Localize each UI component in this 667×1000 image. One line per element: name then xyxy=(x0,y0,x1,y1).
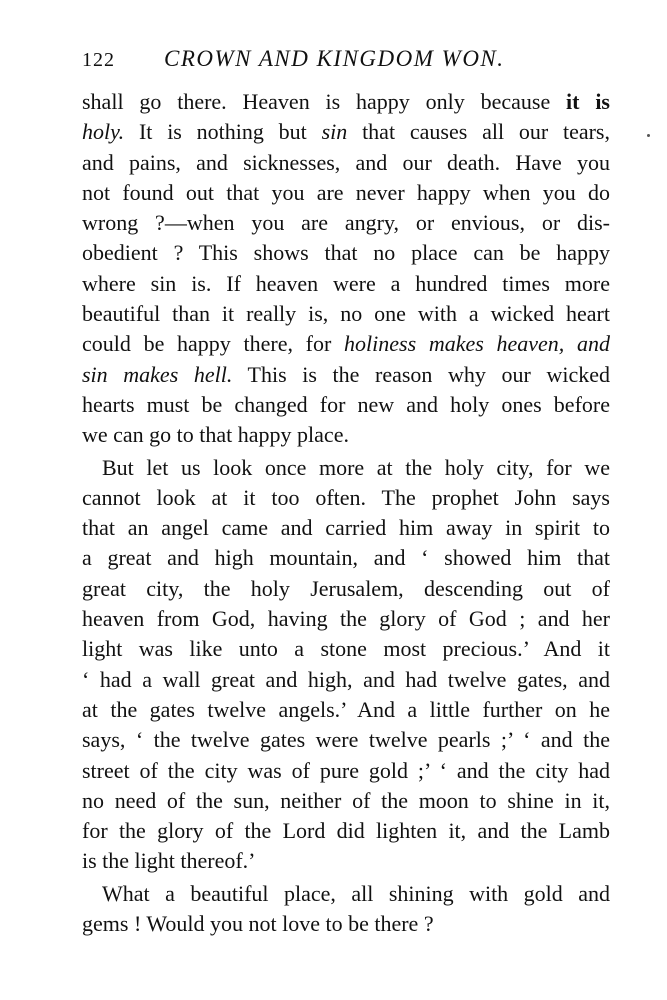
text-line xyxy=(82,178,610,208)
text-line xyxy=(82,360,610,390)
text-run: that an angel came and carried him away in spirit to xyxy=(82,515,610,541)
text-line xyxy=(82,574,610,604)
text-line xyxy=(82,816,610,846)
text-run: wrong ?—when you are angry, or envious, or dis- xyxy=(82,210,610,236)
text-line xyxy=(82,665,610,695)
text-run: cannot look at it too often. The prophet John says xyxy=(82,484,610,510)
text-run: light was like unto a stone most precious.’ And it xyxy=(82,636,610,662)
text-line xyxy=(82,786,610,816)
text-line xyxy=(82,238,610,268)
text-line xyxy=(82,846,610,876)
text-line xyxy=(82,420,610,450)
text-run: gems ! Would you not love to be there ? xyxy=(82,911,434,937)
text-run: But let us look once more at the holy city, for we xyxy=(102,454,610,480)
italic-text-run: sin makes hell. xyxy=(82,361,233,387)
text-run: What a beautiful place, all shining with gold and xyxy=(102,880,610,906)
text-line xyxy=(82,117,610,147)
bold-text-run: it is xyxy=(566,89,610,114)
text-line xyxy=(82,483,610,513)
page-number: 122 xyxy=(82,49,115,71)
text-run: a great and high mountain, and ‘ showed him that xyxy=(82,545,610,571)
text-run: could be happy there, for xyxy=(82,331,345,357)
text-run: that causes all our tears, xyxy=(347,119,610,145)
running-title: CROWN AND KINGDOM WON. xyxy=(164,46,505,71)
text-run: is the light thereof.’ xyxy=(82,848,256,874)
text-line xyxy=(82,87,610,117)
text-line xyxy=(82,909,610,939)
text-line xyxy=(82,269,610,299)
text-line xyxy=(82,390,610,420)
text-line xyxy=(82,513,610,543)
text-line xyxy=(82,725,610,755)
text-line xyxy=(82,208,610,238)
text-run: It is nothing but xyxy=(124,119,322,145)
italic-text-run: holiness makes heaven, and xyxy=(344,331,610,357)
text-run: heaven from God, having the glory of God ; and her xyxy=(82,606,610,632)
text-run: hearts must be changed for new and holy ones before xyxy=(82,391,610,417)
text-line xyxy=(82,634,610,664)
body-text xyxy=(82,87,610,939)
text-line xyxy=(82,756,610,786)
text-run: This is the reason why our wicked xyxy=(232,361,610,387)
text-run: shall go there. Heaven is happy only because xyxy=(82,89,567,114)
text-line xyxy=(82,299,610,329)
page-header xyxy=(82,46,612,76)
text-line xyxy=(82,604,610,634)
text-line xyxy=(82,879,610,909)
text-run: where sin is. If heaven were a hundred times more xyxy=(82,270,610,296)
italic-text-run: holy. xyxy=(82,119,125,145)
text-run: we can go to that happy place. xyxy=(82,422,349,448)
text-run: beautiful than it really is, no one with a wicked heart xyxy=(82,301,610,327)
text-run: at the gates twelve angels.’ And a little further on he xyxy=(82,696,610,722)
text-line xyxy=(82,543,610,573)
text-line xyxy=(82,148,610,178)
text-run: says, ‘ the twelve gates were twelve pearls ;’ ‘ and the xyxy=(82,727,610,753)
text-line xyxy=(82,329,610,359)
text-line xyxy=(82,453,610,483)
text-run: street of the city was of pure gold ;’ ‘ and the city had xyxy=(82,757,610,783)
text-run: no need of the sun, neither of the moon to shine in it, xyxy=(82,787,610,813)
print-speck xyxy=(647,134,650,137)
text-run: great city, the holy Jerusalem, descending out of xyxy=(82,575,610,601)
text-line xyxy=(82,695,610,725)
text-run: obedient ? This shows that no place can be happy xyxy=(82,240,610,266)
text-run: ‘ had a wall great and high, and had twelve gates, and xyxy=(82,666,610,692)
text-run: for the glory of the Lord did lighten it, and the Lamb xyxy=(82,818,610,844)
italic-text-run: sin xyxy=(321,119,348,145)
text-run: and pains, and sicknesses, and our death. Have you xyxy=(82,149,610,175)
text-run: not found out that you are never happy when you do xyxy=(82,179,610,205)
